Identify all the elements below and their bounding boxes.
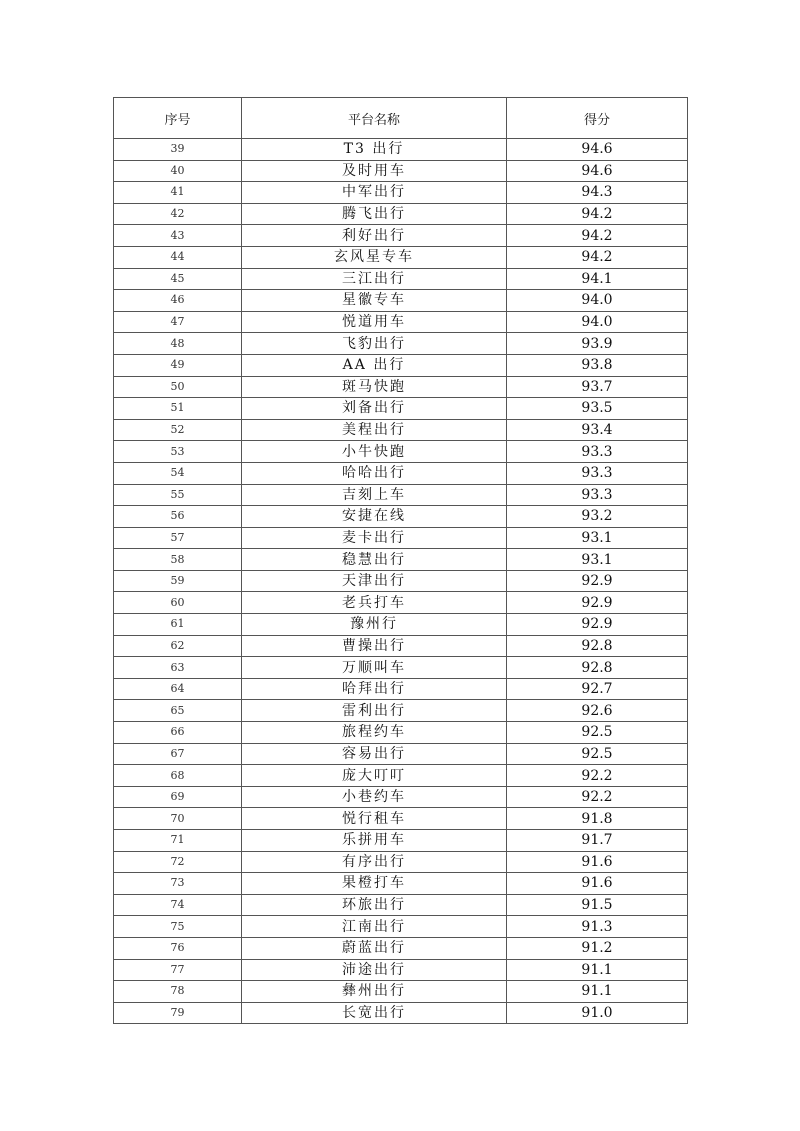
row-serial-number: 52 [114, 419, 242, 441]
row-score: 93.3 [507, 441, 688, 463]
row-platform-name: 雷利出行 [242, 700, 507, 722]
row-serial-number: 51 [114, 398, 242, 420]
table-row [114, 959, 688, 981]
table-header-row [114, 98, 688, 139]
row-serial-number: 42 [114, 203, 242, 225]
row-platform-name: 沛途出行 [242, 959, 507, 981]
row-serial-number: 72 [114, 851, 242, 873]
row-serial-number: 61 [114, 614, 242, 636]
row-score: 94.2 [507, 225, 688, 247]
row-score: 91.6 [507, 851, 688, 873]
table-row [114, 203, 688, 225]
table-row [114, 441, 688, 463]
row-serial-number: 78 [114, 981, 242, 1003]
row-serial-number: 50 [114, 376, 242, 398]
row-serial-number: 54 [114, 462, 242, 484]
row-serial-number: 75 [114, 916, 242, 938]
row-serial-number: 63 [114, 657, 242, 679]
row-platform-name: 稳慧出行 [242, 549, 507, 571]
row-score: 93.9 [507, 333, 688, 355]
row-platform-name: 悦行租车 [242, 808, 507, 830]
row-score: 94.1 [507, 268, 688, 290]
row-platform-name: 曹操出行 [242, 635, 507, 657]
row-platform-name: 万顺叫车 [242, 657, 507, 679]
row-platform-name: 小巷约车 [242, 786, 507, 808]
row-platform-name: 庞大叮叮 [242, 765, 507, 787]
row-serial-number: 53 [114, 441, 242, 463]
row-score: 93.2 [507, 506, 688, 528]
row-platform-name: 及时用车 [242, 160, 507, 182]
row-platform-name: 哈哈出行 [242, 462, 507, 484]
row-score: 91.5 [507, 894, 688, 916]
row-score: 92.2 [507, 786, 688, 808]
row-platform-name: 果橙打车 [242, 873, 507, 895]
table-row [114, 354, 688, 376]
row-serial-number: 44 [114, 246, 242, 268]
row-serial-number: 73 [114, 873, 242, 895]
table-row [114, 290, 688, 312]
row-score: 92.9 [507, 570, 688, 592]
row-platform-name: 麦卡出行 [242, 527, 507, 549]
row-score: 94.6 [507, 160, 688, 182]
row-score: 92.7 [507, 678, 688, 700]
row-serial-number: 74 [114, 894, 242, 916]
row-serial-number: 40 [114, 160, 242, 182]
row-platform-name: 天津出行 [242, 570, 507, 592]
row-score: 91.8 [507, 808, 688, 830]
row-score: 93.4 [507, 419, 688, 441]
table-row [114, 873, 688, 895]
row-score: 91.0 [507, 1002, 688, 1024]
row-serial-number: 71 [114, 830, 242, 852]
row-serial-number: 56 [114, 506, 242, 528]
row-serial-number: 58 [114, 549, 242, 571]
table-row [114, 916, 688, 938]
row-serial-number: 45 [114, 268, 242, 290]
row-platform-name: 蔚蓝出行 [242, 937, 507, 959]
table-row [114, 527, 688, 549]
table-row [114, 1002, 688, 1024]
row-serial-number: 47 [114, 311, 242, 333]
row-serial-number: 65 [114, 700, 242, 722]
table-row [114, 592, 688, 614]
row-serial-number: 66 [114, 722, 242, 744]
row-score: 91.7 [507, 830, 688, 852]
row-serial-number: 49 [114, 354, 242, 376]
row-platform-name: 哈拜出行 [242, 678, 507, 700]
row-platform-name: 三江出行 [242, 268, 507, 290]
row-serial-number: 76 [114, 937, 242, 959]
table-row [114, 635, 688, 657]
row-platform-name: 小牛快跑 [242, 441, 507, 463]
table-row [114, 851, 688, 873]
row-serial-number: 55 [114, 484, 242, 506]
platform-score-table [113, 97, 688, 1024]
row-serial-number: 70 [114, 808, 242, 830]
row-score: 93.1 [507, 527, 688, 549]
row-score: 94.0 [507, 311, 688, 333]
row-platform-name: 老兵打车 [242, 592, 507, 614]
header-serial-number: 序号 [114, 98, 242, 139]
row-score: 91.1 [507, 981, 688, 1003]
row-platform-name: 斑马快跑 [242, 376, 507, 398]
row-score: 94.2 [507, 246, 688, 268]
row-score: 92.2 [507, 765, 688, 787]
row-serial-number: 62 [114, 635, 242, 657]
table-row [114, 139, 688, 161]
row-score: 92.5 [507, 722, 688, 744]
table-row [114, 894, 688, 916]
row-score: 92.9 [507, 614, 688, 636]
row-score: 94.3 [507, 182, 688, 204]
row-serial-number: 39 [114, 139, 242, 161]
table-row [114, 937, 688, 959]
row-serial-number: 67 [114, 743, 242, 765]
row-serial-number: 77 [114, 959, 242, 981]
table-row [114, 786, 688, 808]
table-row [114, 484, 688, 506]
row-platform-name: AA 出行 [242, 354, 507, 376]
table-row [114, 333, 688, 355]
table-row [114, 160, 688, 182]
row-platform-name: 有序出行 [242, 851, 507, 873]
row-serial-number: 57 [114, 527, 242, 549]
table-row [114, 765, 688, 787]
row-platform-name: 江南出行 [242, 916, 507, 938]
row-score: 93.7 [507, 376, 688, 398]
row-platform-name: 吉刻上车 [242, 484, 507, 506]
row-platform-name: 星徽专车 [242, 290, 507, 312]
row-score: 92.9 [507, 592, 688, 614]
row-score: 91.2 [507, 937, 688, 959]
row-platform-name: 利好出行 [242, 225, 507, 247]
table-row [114, 743, 688, 765]
row-score: 93.5 [507, 398, 688, 420]
row-score: 92.5 [507, 743, 688, 765]
row-platform-name: T3 出行 [242, 139, 507, 161]
row-score: 94.2 [507, 203, 688, 225]
row-platform-name: 中军出行 [242, 182, 507, 204]
row-platform-name: 刘备出行 [242, 398, 507, 420]
row-platform-name: 美程出行 [242, 419, 507, 441]
row-serial-number: 59 [114, 570, 242, 592]
row-platform-name: 彝州出行 [242, 981, 507, 1003]
row-score: 92.8 [507, 657, 688, 679]
row-serial-number: 48 [114, 333, 242, 355]
table-row [114, 311, 688, 333]
row-score: 91.3 [507, 916, 688, 938]
row-score: 93.8 [507, 354, 688, 376]
row-platform-name: 安捷在线 [242, 506, 507, 528]
table-row [114, 246, 688, 268]
table-row [114, 700, 688, 722]
table-row [114, 722, 688, 744]
table-row [114, 506, 688, 528]
table-row [114, 657, 688, 679]
row-score: 91.6 [507, 873, 688, 895]
table-row [114, 419, 688, 441]
table-row [114, 678, 688, 700]
row-score: 93.3 [507, 484, 688, 506]
table-body [114, 139, 688, 1024]
row-score: 94.0 [507, 290, 688, 312]
row-platform-name: 飞豹出行 [242, 333, 507, 355]
row-score: 92.8 [507, 635, 688, 657]
table-row [114, 614, 688, 636]
row-platform-name: 环旅出行 [242, 894, 507, 916]
row-platform-name: 乐拼用车 [242, 830, 507, 852]
row-score: 93.3 [507, 462, 688, 484]
row-score: 92.6 [507, 700, 688, 722]
table-row [114, 462, 688, 484]
table-row [114, 376, 688, 398]
row-score: 93.1 [507, 549, 688, 571]
row-platform-name: 容易出行 [242, 743, 507, 765]
row-score: 94.6 [507, 139, 688, 161]
row-platform-name: 长宽出行 [242, 1002, 507, 1024]
row-platform-name: 玄风星专车 [242, 246, 507, 268]
row-serial-number: 60 [114, 592, 242, 614]
table-row [114, 398, 688, 420]
row-score: 91.1 [507, 959, 688, 981]
row-platform-name: 旅程约车 [242, 722, 507, 744]
row-platform-name: 悦道用车 [242, 311, 507, 333]
row-platform-name: 豫州行 [242, 614, 507, 636]
table-row [114, 182, 688, 204]
row-serial-number: 41 [114, 182, 242, 204]
row-platform-name: 腾飞出行 [242, 203, 507, 225]
table-row [114, 981, 688, 1003]
header-score: 得分 [507, 98, 688, 139]
table-row [114, 808, 688, 830]
row-serial-number: 69 [114, 786, 242, 808]
header-platform-name: 平台名称 [242, 98, 507, 139]
row-serial-number: 64 [114, 678, 242, 700]
table-row [114, 830, 688, 852]
row-serial-number: 43 [114, 225, 242, 247]
table-row [114, 570, 688, 592]
table-row [114, 549, 688, 571]
table-row [114, 225, 688, 247]
table-row [114, 268, 688, 290]
row-serial-number: 68 [114, 765, 242, 787]
row-serial-number: 79 [114, 1002, 242, 1024]
row-serial-number: 46 [114, 290, 242, 312]
